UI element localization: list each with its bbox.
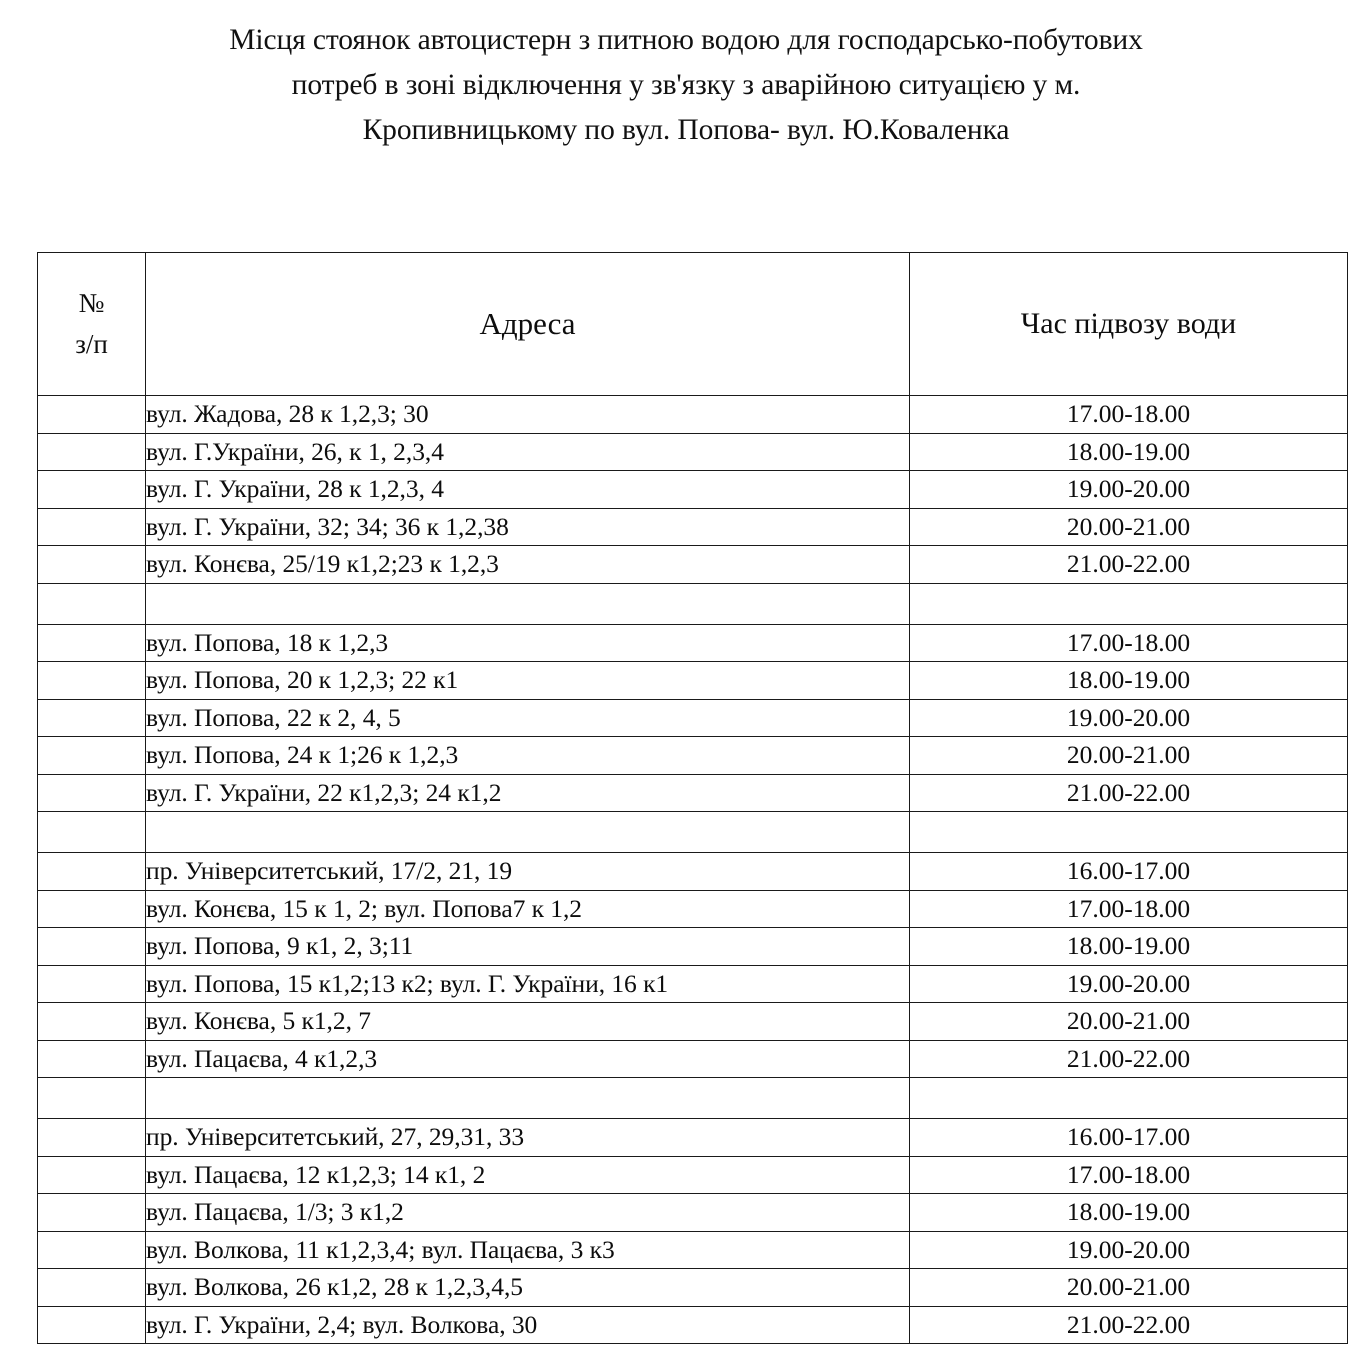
page-title-line-1: Місця стоянок автоцистерн з питною водою для господарсько-побутових — [229, 24, 1143, 56]
table-row — [38, 433, 1348, 471]
cell-address: вул. Конєва, 15 к 1, 2; вул. Попова7 к 1,2 — [146, 890, 910, 928]
spacer-cell-address — [146, 812, 910, 853]
table-row — [38, 699, 1348, 737]
cell-address: вул. Г. України, 2,4; вул. Волкова, 30 — [146, 1306, 910, 1344]
table-spacer-row — [38, 583, 1348, 624]
cell-time: 19.00-20.00 — [910, 699, 1348, 737]
spacer-cell-number — [38, 1078, 146, 1119]
cell-time: 18.00-19.00 — [910, 662, 1348, 700]
cell-address: вул. Попова, 20 к 1,2,3; 22 к1 — [146, 662, 910, 700]
spacer-cell-address — [146, 1078, 910, 1119]
table-row — [38, 546, 1348, 584]
column-header-address: Адреса — [146, 253, 910, 396]
table-spacer-row — [38, 812, 1348, 853]
cell-time: 21.00-22.00 — [910, 1306, 1348, 1344]
table-body — [38, 396, 1348, 1344]
cell-time: 19.00-20.00 — [910, 471, 1348, 509]
cell-number — [38, 965, 146, 1003]
spacer-cell-number — [38, 812, 146, 853]
table-row — [38, 853, 1348, 891]
table-row — [38, 1306, 1348, 1344]
cell-number — [38, 1194, 146, 1232]
cell-number — [38, 508, 146, 546]
cell-address: вул. Конєва, 5 к1,2, 7 — [146, 1003, 910, 1041]
table-row — [38, 1003, 1348, 1041]
cell-time: 19.00-20.00 — [910, 965, 1348, 1003]
spacer-cell-time — [910, 1078, 1348, 1119]
table-row — [38, 1269, 1348, 1307]
cell-time: 18.00-19.00 — [910, 928, 1348, 966]
cell-time: 16.00-17.00 — [910, 1119, 1348, 1157]
table-spacer-row — [38, 1078, 1348, 1119]
cell-address: пр. Університетський, 27, 29,31, 33 — [146, 1119, 910, 1157]
table-row — [38, 965, 1348, 1003]
cell-number — [38, 699, 146, 737]
cell-number — [38, 1003, 146, 1041]
cell-time: 17.00-18.00 — [910, 890, 1348, 928]
cell-number — [38, 624, 146, 662]
spacer-cell-time — [910, 583, 1348, 624]
cell-number — [38, 1306, 146, 1344]
cell-address: вул. Попова, 22 к 2, 4, 5 — [146, 699, 910, 737]
cell-number — [38, 890, 146, 928]
cell-address: вул. Пацаєва, 4 к1,2,3 — [146, 1040, 910, 1078]
table-row — [38, 624, 1348, 662]
cell-number — [38, 853, 146, 891]
cell-time: 18.00-19.00 — [910, 1194, 1348, 1232]
cell-address: вул. Попова, 15 к1,2;13 к2; вул. Г. України, 16 к1 — [146, 965, 910, 1003]
table-row — [38, 928, 1348, 966]
table-header — [38, 253, 1348, 396]
cell-time: 20.00-21.00 — [910, 1003, 1348, 1041]
cell-number — [38, 737, 146, 775]
table-row — [38, 774, 1348, 812]
cell-time: 17.00-18.00 — [910, 1156, 1348, 1194]
cell-number — [38, 774, 146, 812]
cell-number — [38, 1040, 146, 1078]
table-row — [38, 737, 1348, 775]
table-row — [38, 471, 1348, 509]
cell-address: вул. Жадова, 28 к 1,2,3; 30 — [146, 396, 910, 434]
spacer-cell-time — [910, 812, 1348, 853]
cell-address: вул. Попова, 24 к 1;26 к 1,2,3 — [146, 737, 910, 775]
cell-number — [38, 471, 146, 509]
cell-number — [38, 546, 146, 584]
table-row — [38, 890, 1348, 928]
cell-address: вул. Попова, 9 к1, 2, 3;11 — [146, 928, 910, 966]
table-row — [38, 508, 1348, 546]
table-header-row — [38, 253, 1348, 396]
cell-time: 20.00-21.00 — [910, 1269, 1348, 1307]
water-delivery-schedule-table — [37, 252, 1348, 1344]
cell-number — [38, 1269, 146, 1307]
cell-time: 20.00-21.00 — [910, 737, 1348, 775]
cell-address: вул. Г. України, 32; 34; 36 к 1,2,38 — [146, 508, 910, 546]
table-row — [38, 662, 1348, 700]
cell-number — [38, 1119, 146, 1157]
cell-address: вул. Волкова, 26 к1,2, 28 к 1,2,3,4,5 — [146, 1269, 910, 1307]
table-row — [38, 1040, 1348, 1078]
cell-time: 21.00-22.00 — [910, 1040, 1348, 1078]
cell-time: 20.00-21.00 — [910, 508, 1348, 546]
table-row — [38, 1156, 1348, 1194]
page-title — [96, 18, 1276, 153]
table-row — [38, 396, 1348, 434]
spacer-cell-number — [38, 583, 146, 624]
table-row — [38, 1231, 1348, 1269]
cell-number — [38, 1231, 146, 1269]
page-title-line-3: Кропивницькому по вул. Попова- вул. Ю.Коваленка — [362, 114, 1010, 146]
column-header-number-line-1: № — [78, 288, 105, 318]
cell-address: вул. Г. України, 22 к1,2,3; 24 к1,2 — [146, 774, 910, 812]
cell-address: вул. Волкова, 11 к1,2,3,4; вул. Пацаєва, 3 к3 — [146, 1231, 910, 1269]
table-row — [38, 1119, 1348, 1157]
cell-time: 21.00-22.00 — [910, 774, 1348, 812]
cell-number — [38, 433, 146, 471]
column-header-number-line-2: з/п — [75, 329, 108, 359]
cell-number — [38, 1156, 146, 1194]
cell-number — [38, 396, 146, 434]
cell-address: вул. Конєва, 25/19 к1,2;23 к 1,2,3 — [146, 546, 910, 584]
column-header-time: Час підвозу води — [910, 253, 1348, 396]
cell-address: вул. Г.України, 26, к 1, 2,3,4 — [146, 433, 910, 471]
cell-time: 18.00-19.00 — [910, 433, 1348, 471]
cell-address: вул. Пацаєва, 12 к1,2,3; 14 к1, 2 — [146, 1156, 910, 1194]
cell-time: 17.00-18.00 — [910, 396, 1348, 434]
cell-address: пр. Університетський, 17/2, 21, 19 — [146, 853, 910, 891]
cell-number — [38, 928, 146, 966]
cell-time: 16.00-17.00 — [910, 853, 1348, 891]
cell-address: вул. Пацаєва, 1/3; 3 к1,2 — [146, 1194, 910, 1232]
cell-address: вул. Попова, 18 к 1,2,3 — [146, 624, 910, 662]
cell-time: 17.00-18.00 — [910, 624, 1348, 662]
cell-time: 19.00-20.00 — [910, 1231, 1348, 1269]
cell-address: вул. Г. України, 28 к 1,2,3, 4 — [146, 471, 910, 509]
page-title-line-2: потреб в зоні відключення у зв'язку з аварійною ситуацією у м. — [291, 69, 1081, 101]
cell-time: 21.00-22.00 — [910, 546, 1348, 584]
spacer-cell-address — [146, 583, 910, 624]
cell-number — [38, 662, 146, 700]
schedule-table-container — [37, 252, 1347, 1344]
table-row — [38, 1194, 1348, 1232]
column-header-number — [38, 253, 146, 396]
